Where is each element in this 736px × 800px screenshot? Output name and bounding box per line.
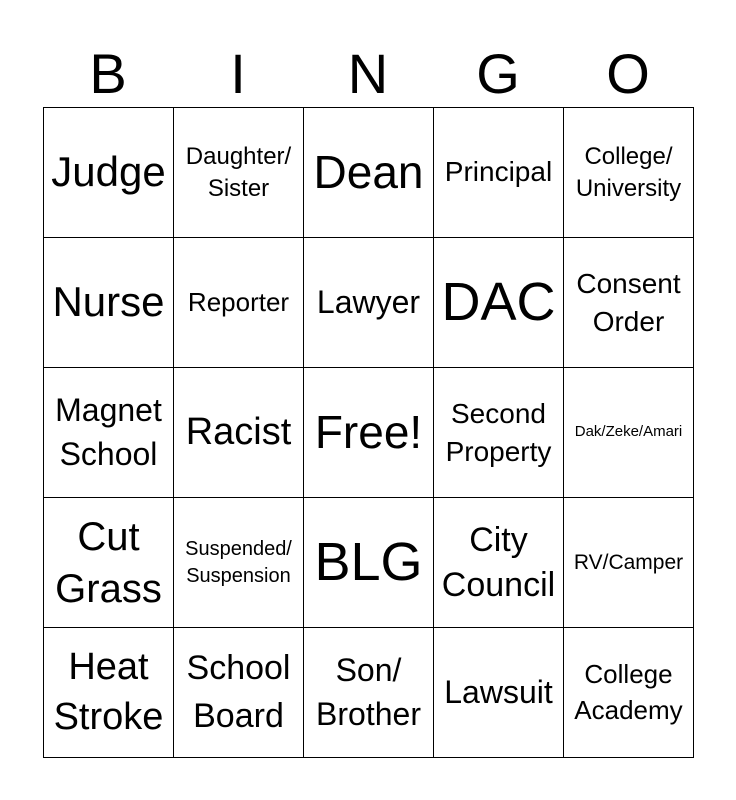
- bingo-header: [43, 40, 693, 108]
- bingo-cell-text: Daughter/ Sister: [185, 143, 292, 202]
- bingo-cell-text: College/ University: [575, 143, 682, 202]
- bingo-cell-text: Lawyer: [316, 283, 421, 320]
- bingo-cell-text: BLG: [314, 531, 423, 592]
- bingo-cell[interactable]: [564, 108, 694, 238]
- bingo-cell[interactable]: [174, 238, 304, 368]
- header-letter: N: [347, 42, 389, 105]
- bingo-cell[interactable]: [434, 368, 564, 498]
- bingo-cell[interactable]: [304, 108, 434, 238]
- bingo-card: [43, 107, 694, 758]
- header-letter: B: [89, 42, 127, 105]
- bingo-cell-text: Consent Order: [576, 267, 681, 337]
- bingo-cell[interactable]: [434, 498, 564, 628]
- bingo-cell-text: City Council: [441, 521, 556, 604]
- bingo-cell[interactable]: [434, 238, 564, 368]
- bingo-cell[interactable]: [174, 628, 304, 758]
- bingo-cell-text: Racist: [185, 410, 292, 453]
- bingo-cell-text: Cut Grass: [55, 514, 162, 611]
- bingo-cell-text: Magnet School: [55, 392, 162, 472]
- bingo-cell-text: College Academy: [574, 659, 683, 725]
- bingo-cell-text: Suspended/ Suspension: [185, 537, 292, 587]
- bingo-cell[interactable]: [174, 368, 304, 498]
- header-letter: I: [230, 42, 246, 105]
- bingo-cell-text: Dean: [313, 146, 424, 199]
- bingo-cell[interactable]: [564, 628, 694, 758]
- bingo-cell-text: RV/Camper: [573, 550, 684, 574]
- bingo-cell[interactable]: [564, 368, 694, 498]
- bingo-cell[interactable]: [174, 108, 304, 238]
- bingo-cell[interactable]: [564, 498, 694, 628]
- bingo-cell-text: Lawsuit: [444, 673, 553, 710]
- bingo-cell-text: Son/ Brother: [316, 652, 421, 732]
- bingo-cell-text: Free!: [314, 406, 423, 459]
- bingo-cell-text: Judge: [51, 148, 166, 196]
- bingo-cell[interactable]: [434, 108, 564, 238]
- bingo-cell[interactable]: [44, 628, 174, 758]
- bingo-cell-text: Reporter: [187, 287, 290, 318]
- bingo-cell[interactable]: [434, 628, 564, 758]
- bingo-cell-text: Principal: [444, 156, 553, 188]
- bingo-cell[interactable]: [564, 238, 694, 368]
- bingo-cell-text: Heat Stroke: [53, 646, 164, 738]
- bingo-cell-text: DAC: [441, 271, 556, 332]
- bingo-cell[interactable]: [44, 498, 174, 628]
- bingo-cell[interactable]: [44, 238, 174, 368]
- header-letter: G: [476, 42, 520, 105]
- bingo-cell[interactable]: [44, 368, 174, 498]
- bingo-cell-text: Second Property: [445, 397, 552, 467]
- bingo-cell[interactable]: [174, 498, 304, 628]
- bingo-cell[interactable]: [304, 498, 434, 628]
- bingo-cell-text: School Board: [186, 648, 291, 735]
- bingo-cell-text: Dak/Zeke/Amari: [574, 423, 683, 441]
- bingo-cell[interactable]: [44, 108, 174, 238]
- bingo-cell[interactable]: [304, 628, 434, 758]
- bingo-cell[interactable]: [304, 368, 434, 498]
- header-letter: O: [606, 42, 650, 105]
- bingo-cell-text: Nurse: [52, 278, 165, 326]
- bingo-cell[interactable]: [304, 238, 434, 368]
